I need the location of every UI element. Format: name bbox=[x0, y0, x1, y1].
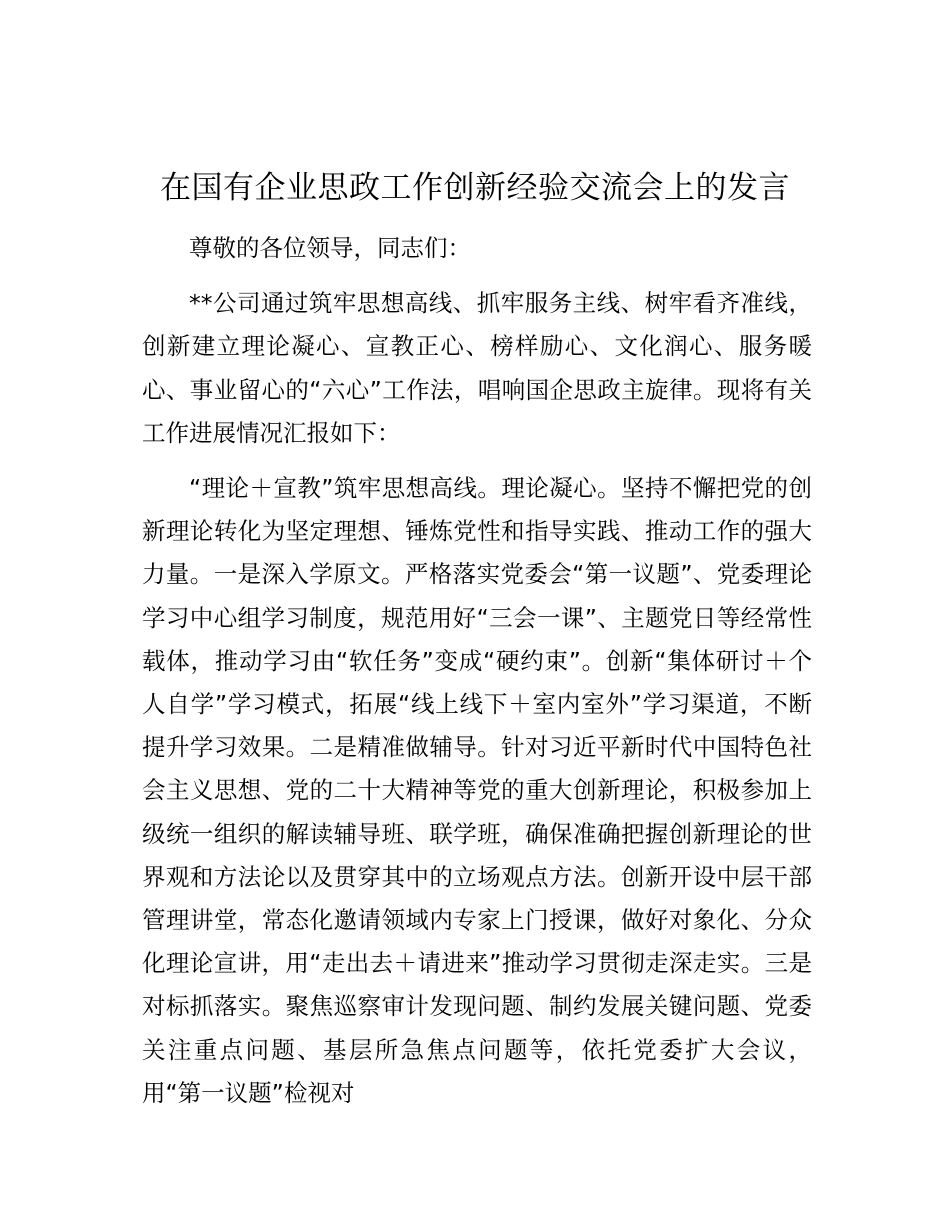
greeting-line: 尊敬的各位领导，同志们： bbox=[189, 234, 471, 262]
paragraph-intro: **公司通过筑牢思想高线、抓牢服务主线、树牢看齐准线，创新建立理论凝心、宣教正心、榜样励心、文化润心、服务暖心、事业留心的“六心”工作法，唱响国企思政主旋律。现将有关工作进展情况汇报如下： bbox=[142, 289, 812, 447]
paragraph-theory: “理论＋宣教”筑牢思想高线。理论凝心。坚持不懈把党的创新理论转化为坚定理想、锤炼党性和指导实践、推动工作的强大力量。一是深入学原文。严格落实党委会“第一议题”、党委理论学习中心组学习制度，规范用好“三会一课”、主题党日等经常性载体，推动学习由“软任务”变成“硬约束”。创新“集体研讨＋个人自学”学习模式，拓展“线上线下＋室内室外”学习渠道，不断提升学习效果。二是精准做辅导。针对习近平新时代中国特色社会主义思想、党的二十大精神等党的重大创新理论，积极参加上级统一组织的解读辅导班、联学班，确保准确把握创新理论的世界观和方法论以及贯穿其中的立场观点方法。创新开设中层干部管理讲堂，常态化邀请领域内专家上门授课，做好对象化、分众化理论宣讲，用“走出去＋请进来”推动学习贯彻走深走实。三是对标抓落实。聚焦巡察审计发现问题、制约发展关键问题、党委关注重点问题、基层所急焦点问题等，依托党委扩大会议，用“第一议题”检视对 bbox=[142, 474, 812, 1107]
document-body bbox=[142, 227, 812, 1115]
page-title: 在国有企业思政工作创新经验交流会上的发言 bbox=[160, 170, 790, 206]
